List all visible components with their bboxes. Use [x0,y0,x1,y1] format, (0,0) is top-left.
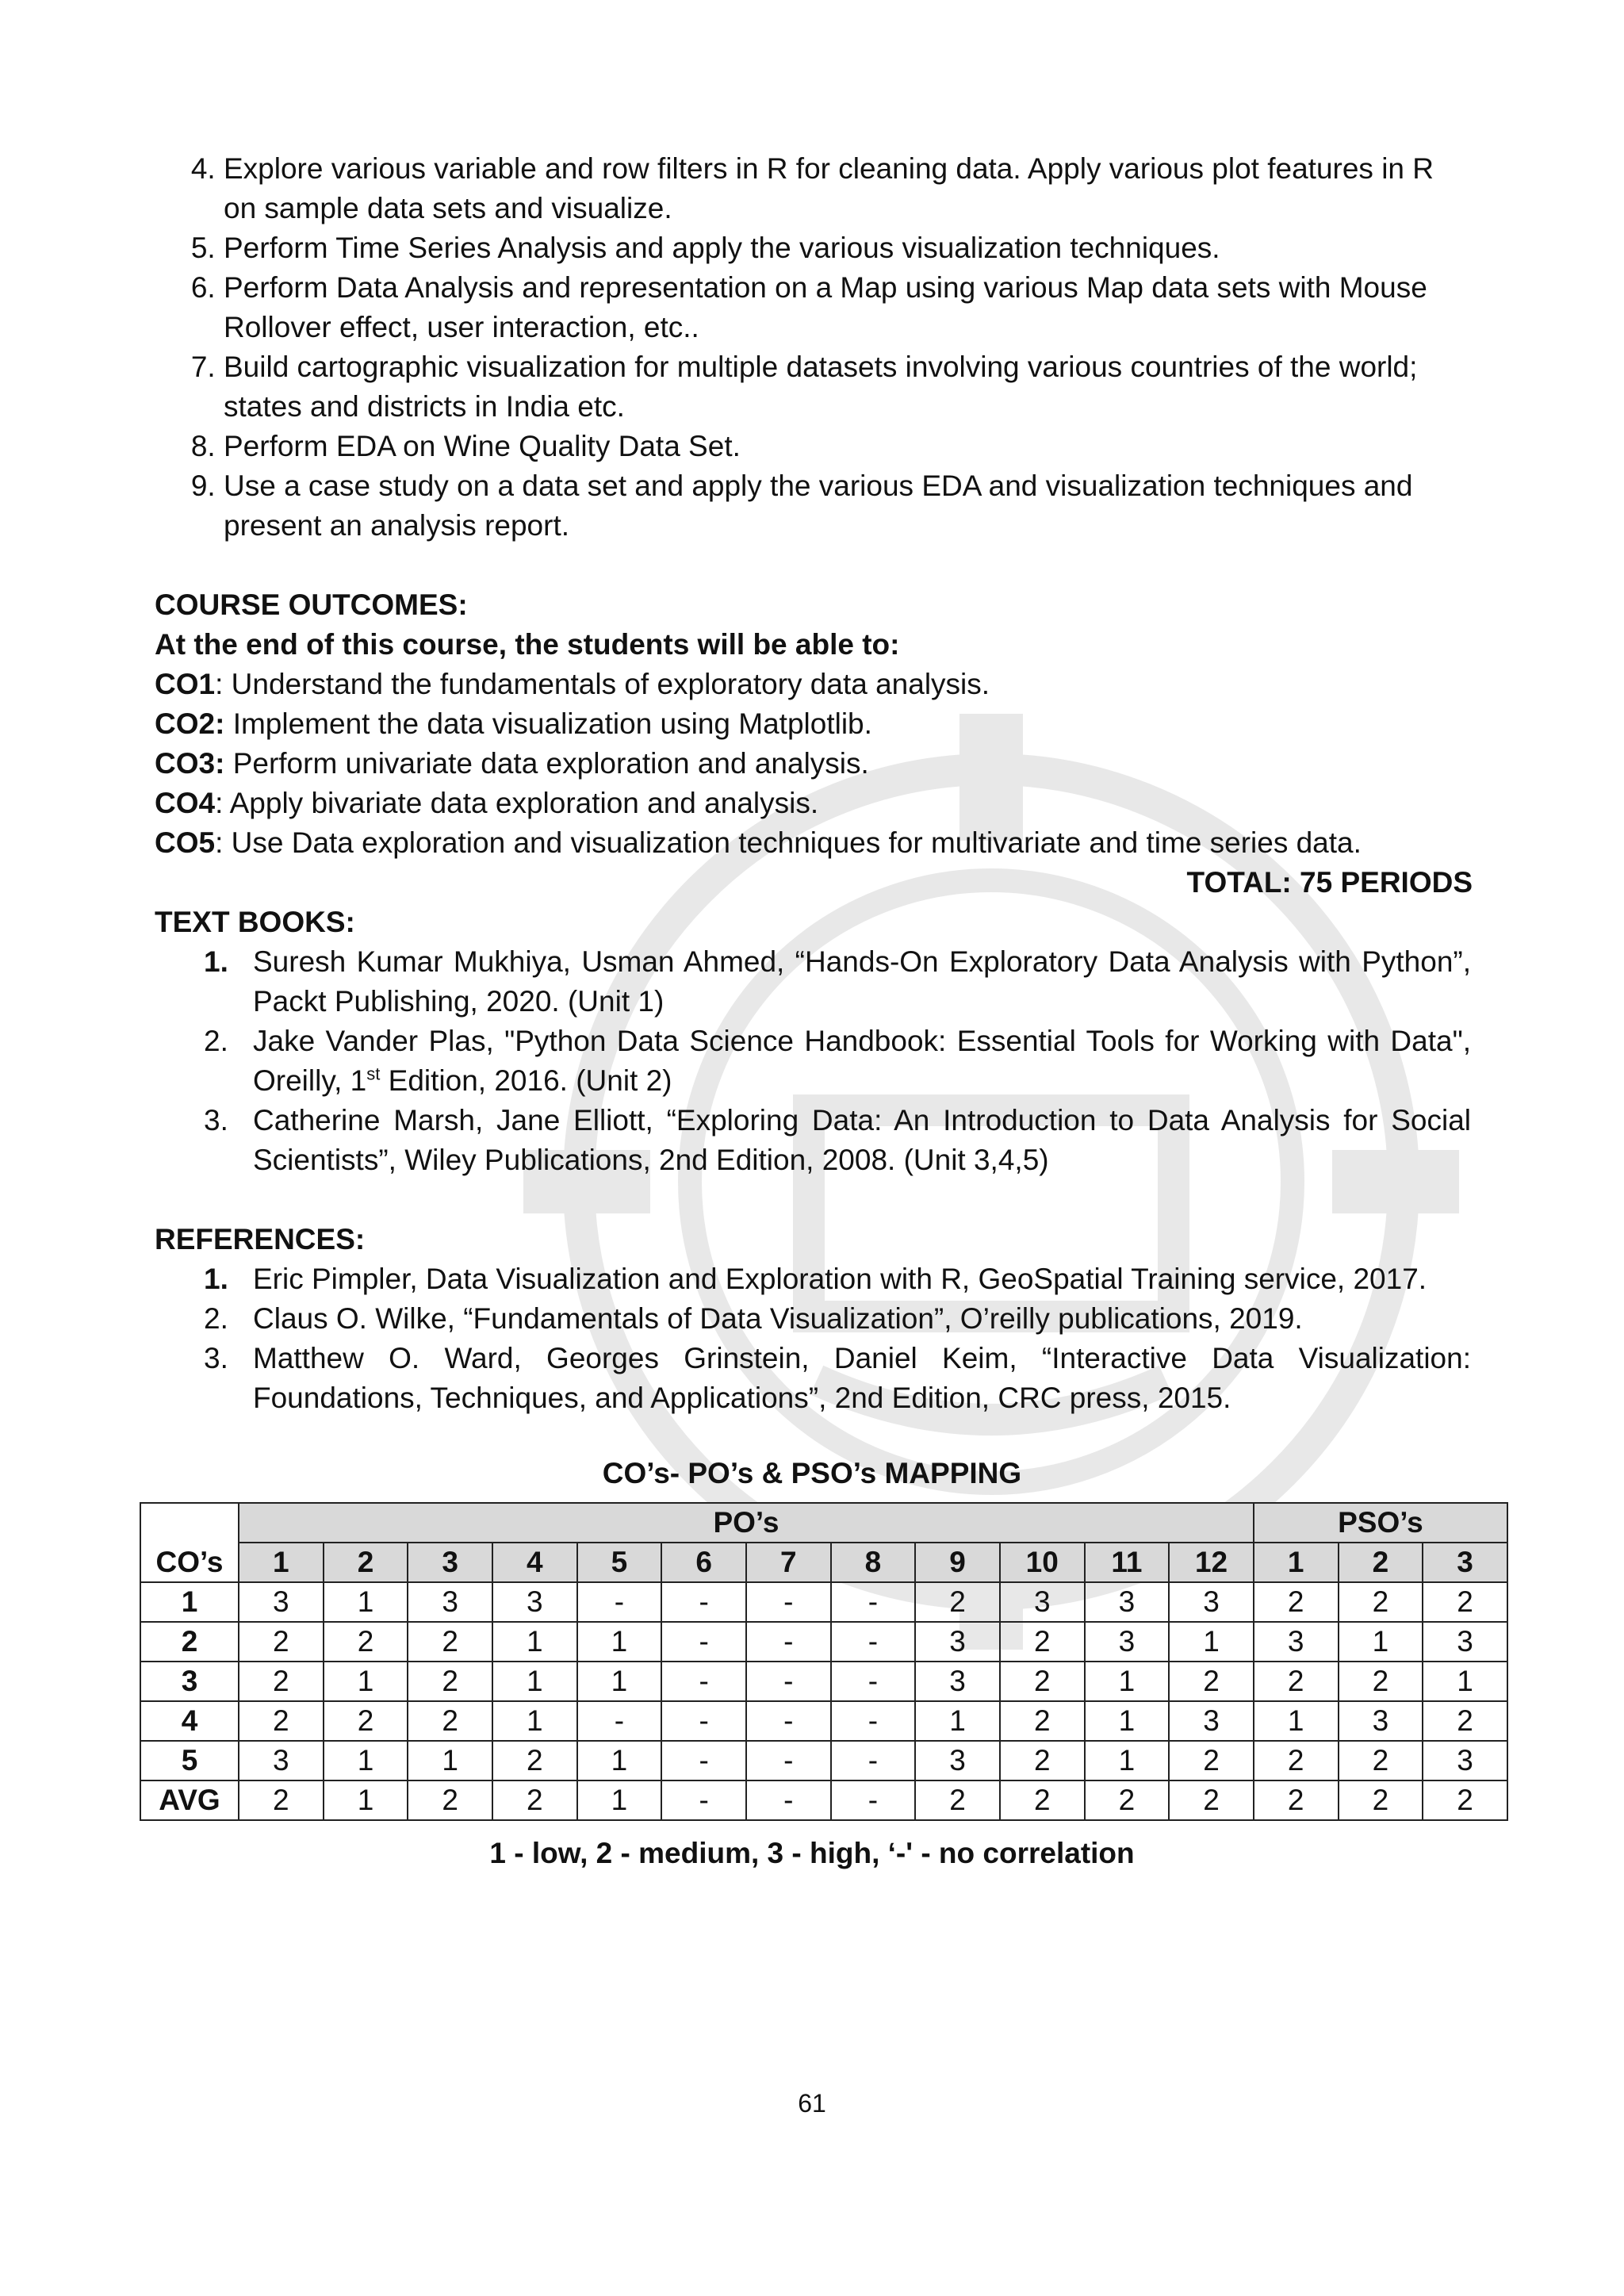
table-cell: 1 [408,1741,492,1780]
item-number: 2. [204,1302,228,1335]
text-book-item [204,942,1471,1022]
table-cell: - [661,1701,746,1741]
table-cell: 2 [1000,1662,1085,1701]
table-row [140,1582,1507,1622]
table-cell: 3 [492,1582,577,1622]
experiment-item-5: 5. Perform Time Series Analysis and apply the various visualization techniques. [224,228,1471,268]
table-cell: 2 [1254,1780,1339,1820]
po-column-header: 11 [1085,1543,1170,1582]
table-cell: 2 [1000,1622,1085,1662]
co-separator [224,747,232,780]
text-book-item [204,1022,1471,1101]
table-cell: 2 [1254,1741,1339,1780]
table-cell: 1 [1085,1741,1170,1780]
po-column-header: 10 [1000,1543,1085,1582]
table-row [140,1701,1507,1741]
item-text: Suresh Kumar Mukhiya, Usman Ahmed, “Hands-On Exploratory Data Analysis with Python”, Packt Publishing, 2020. (Unit 1) [253,945,1471,1018]
table-cell: 2 [492,1741,577,1780]
co-text: Use Data exploration and visualization techniques for multivariate and time series data. [231,826,1362,859]
table-cell: - [831,1701,916,1741]
table-cell: 2 [1423,1582,1507,1622]
table-cell: 3 [1000,1582,1085,1622]
po-column-header: 12 [1169,1543,1254,1582]
table-cell: - [577,1701,662,1741]
table-cell: 3 [1085,1622,1170,1662]
course-outcome-item [155,704,1471,744]
table-cell: 2 [1339,1582,1423,1622]
po-column-header: 5 [577,1543,662,1582]
table-cell: 2 [492,1780,577,1820]
table-cell: 2 [408,1780,492,1820]
mapping-table-title: CO’s- PO’s & PSO’s MAPPING [602,1457,1022,1489]
text-books-heading: TEXT BOOKS: [155,906,355,938]
text-books-list [155,942,1471,1180]
experiment-item-6: 6. Perform Data Analysis and representation on a Map using various Map data sets with Mouse Rollover effect, user interaction, etc.. [224,268,1471,347]
table-cell: 1 [577,1622,662,1662]
co-row-label: 4 [140,1701,239,1741]
co-row-label: AVG [140,1780,239,1820]
co-po-mapping-table [140,1502,1508,1821]
table-cell: 1 [324,1780,408,1820]
co-code: CO1 [155,668,216,700]
table-cell: 1 [1169,1622,1254,1662]
table-cell: 3 [408,1582,492,1622]
references-list [155,1259,1471,1418]
table-cell: 2 [1339,1780,1423,1820]
table-cell: - [831,1622,916,1662]
table-row [140,1662,1507,1701]
table-cell: 1 [324,1582,408,1622]
co-text: Understand the fundamentals of exploratory data analysis. [231,668,990,700]
table-header-row [140,1503,1507,1543]
table-cell: 3 [1169,1582,1254,1622]
table-cell: 3 [239,1741,324,1780]
table-cell: 1 [1085,1662,1170,1701]
po-column-header: 7 [746,1543,831,1582]
table-cell: 2 [1423,1780,1507,1820]
table-cell: 2 [1254,1662,1339,1701]
table-cell: 2 [1000,1741,1085,1780]
po-column-header: 9 [915,1543,1000,1582]
table-row [140,1780,1507,1820]
table-row [140,1741,1507,1780]
table-row [140,1622,1507,1662]
co-code: CO4 [155,787,216,819]
table-cell: - [661,1780,746,1820]
co-column-header: CO’s [140,1503,239,1582]
table-cell: - [831,1582,916,1622]
course-outcome-item [155,784,1471,823]
table-cell: 1 [492,1701,577,1741]
item-text: Matthew O. Ward, Georges Grinstein, Daniel Keim, “Interactive Data Visualization: Foundations, Techniques, and Applications”, 2nd Edition, CRC press, 2015. [253,1342,1471,1414]
item-number: 2. [204,1025,228,1057]
table-cell: 1 [1085,1701,1170,1741]
experiment-item-8: 8. Perform EDA on Wine Quality Data Set. [224,427,1471,466]
table-cell: 1 [492,1622,577,1662]
po-column-header: 2 [324,1543,408,1582]
references-heading: REFERENCES: [155,1223,366,1255]
table-cell: 1 [1339,1622,1423,1662]
item-text: Catherine Marsh, Jane Elliott, “Exploring Data: An Introduction to Data Analysis for Social Scientists”, Wiley Publications, 2nd Edition, 2008. (Unit 3,4,5) [253,1104,1471,1176]
table-cell: 2 [239,1701,324,1741]
table-cell: 2 [1000,1780,1085,1820]
po-column-header: 8 [831,1543,916,1582]
experiment-item-7: 7. Build cartographic visualization for multiple datasets involving various countries of the world; states and districts in India etc. [224,347,1471,427]
reference-item [204,1339,1471,1418]
course-outcome-item [155,665,1471,704]
course-outcomes-heading: COURSE OUTCOMES: [155,588,468,621]
table-cell: 3 [1339,1701,1423,1741]
table-cell: 2 [408,1622,492,1662]
co-code: CO5 [155,826,216,859]
co-row-label: 1 [140,1582,239,1622]
pso-group-header: PSO’s [1254,1503,1507,1543]
reference-item [204,1259,1471,1299]
table-cell: - [831,1662,916,1701]
table-cell: 1 [915,1701,1000,1741]
table-cell: 2 [1254,1582,1339,1622]
experiment-list [155,149,1471,546]
table-cell: - [661,1622,746,1662]
table-cell: 3 [915,1662,1000,1701]
table-cell: 1 [324,1741,408,1780]
experiment-item-9: 9. Use a case study on a data set and apply the various EDA and visualization techniques and present an analysis report. [224,466,1471,546]
co-text: Implement the data visualization using Matplotlib. [232,707,872,740]
table-cell: - [661,1662,746,1701]
table-cell: - [746,1622,831,1662]
co-row-label: 3 [140,1662,239,1701]
table-cell: 3 [1254,1622,1339,1662]
total-periods: TOTAL: 75 PERIODS [1186,866,1473,899]
table-cell: 2 [408,1701,492,1741]
table-cell: 3 [1423,1741,1507,1780]
pso-column-header: 3 [1423,1543,1507,1582]
mapping-legend: 1 - low, 2 - medium, 3 - high, ‘-' - no correlation [489,1837,1135,1869]
table-cell: 2 [1085,1780,1170,1820]
table-cell: 2 [408,1662,492,1701]
table-cell: 2 [239,1662,324,1701]
course-outcome-item [155,823,1471,863]
table-cell: 1 [577,1662,662,1701]
table-cell: 3 [239,1582,324,1622]
reference-item [204,1299,1471,1339]
table-cell: 3 [1169,1701,1254,1741]
table-cell: 1 [577,1741,662,1780]
table-cell: - [746,1662,831,1701]
table-cell: 1 [1423,1662,1507,1701]
item-number: 3. [204,1104,228,1137]
table-cell: 1 [1254,1701,1339,1741]
co-row-label: 5 [140,1741,239,1780]
page-number: 61 [798,2089,826,2118]
item-number: 3. [204,1342,228,1374]
table-cell: 3 [915,1741,1000,1780]
table-cell: 2 [1169,1741,1254,1780]
table-cell: - [746,1582,831,1622]
item-text-start: Jake Vander Plas, "Python Data Science Handbook: Essential Tools for Working with Data", Oreilly, 1 [253,1025,1471,1097]
co-separator: : [215,668,232,700]
table-cell: - [831,1780,916,1820]
co-separator [224,707,232,740]
co-code: CO3: [155,747,225,780]
table-cell: 2 [1169,1662,1254,1701]
table-cell: 2 [1000,1701,1085,1741]
pso-column-header: 1 [1254,1543,1339,1582]
table-cell: 1 [577,1780,662,1820]
table-cell: 2 [1339,1662,1423,1701]
table-cell: 2 [915,1780,1000,1820]
po-group-header: PO’s [239,1503,1254,1543]
table-cell: 1 [492,1662,577,1701]
item-number: 1. [204,1263,228,1295]
table-cell: 2 [324,1701,408,1741]
table-cell: - [661,1582,746,1622]
course-outcomes-intro: At the end of this course, the students will be able to: [155,628,900,661]
table-cell: 2 [915,1582,1000,1622]
co-text: Apply bivariate data exploration and analysis. [229,787,819,819]
co-row-label: 2 [140,1622,239,1662]
main-content [155,149,1471,1418]
superscript: st [366,1064,381,1084]
table-cell: 2 [1339,1741,1423,1780]
po-column-header: 1 [239,1543,324,1582]
table-cell: - [746,1780,831,1820]
experiment-item-4: 4. Explore various variable and row filters in R for cleaning data. Apply various plot features in R on sample data sets and visualize. [224,149,1471,228]
table-cell: 3 [1085,1582,1170,1622]
table-cell: - [577,1582,662,1622]
item-text: Claus O. Wilke, “Fundamentals of Data Visualization”, O’reilly publications, 2019. [253,1302,1303,1335]
co-text: Perform univariate data exploration and analysis. [232,747,869,780]
table-cell: 2 [1169,1780,1254,1820]
table-cell: 2 [239,1622,324,1662]
item-text: Eric Pimpler, Data Visualization and Exploration with R, GeoSpatial Training service, 2017. [253,1263,1427,1295]
table-cell: 1 [324,1662,408,1701]
table-subheader-row [140,1543,1507,1582]
pso-column-header: 2 [1339,1543,1423,1582]
text-book-item [204,1101,1471,1180]
po-column-header: 6 [661,1543,746,1582]
table-cell: - [746,1741,831,1780]
co-code: CO2: [155,707,225,740]
table-cell: 3 [915,1622,1000,1662]
co-separator: : [215,787,230,819]
course-outcome-item [155,744,1471,784]
table-cell: 2 [324,1622,408,1662]
item-number: 1. [204,945,228,978]
po-column-header: 3 [408,1543,492,1582]
po-column-header: 4 [492,1543,577,1582]
co-separator: : [215,826,232,859]
table-cell: 2 [1423,1701,1507,1741]
table-cell: 2 [239,1780,324,1820]
table-cell: 3 [1423,1622,1507,1662]
table-cell: - [661,1741,746,1780]
item-text-end: Edition, 2016. (Unit 2) [380,1064,672,1097]
table-cell: - [746,1701,831,1741]
table-cell: - [831,1741,916,1780]
